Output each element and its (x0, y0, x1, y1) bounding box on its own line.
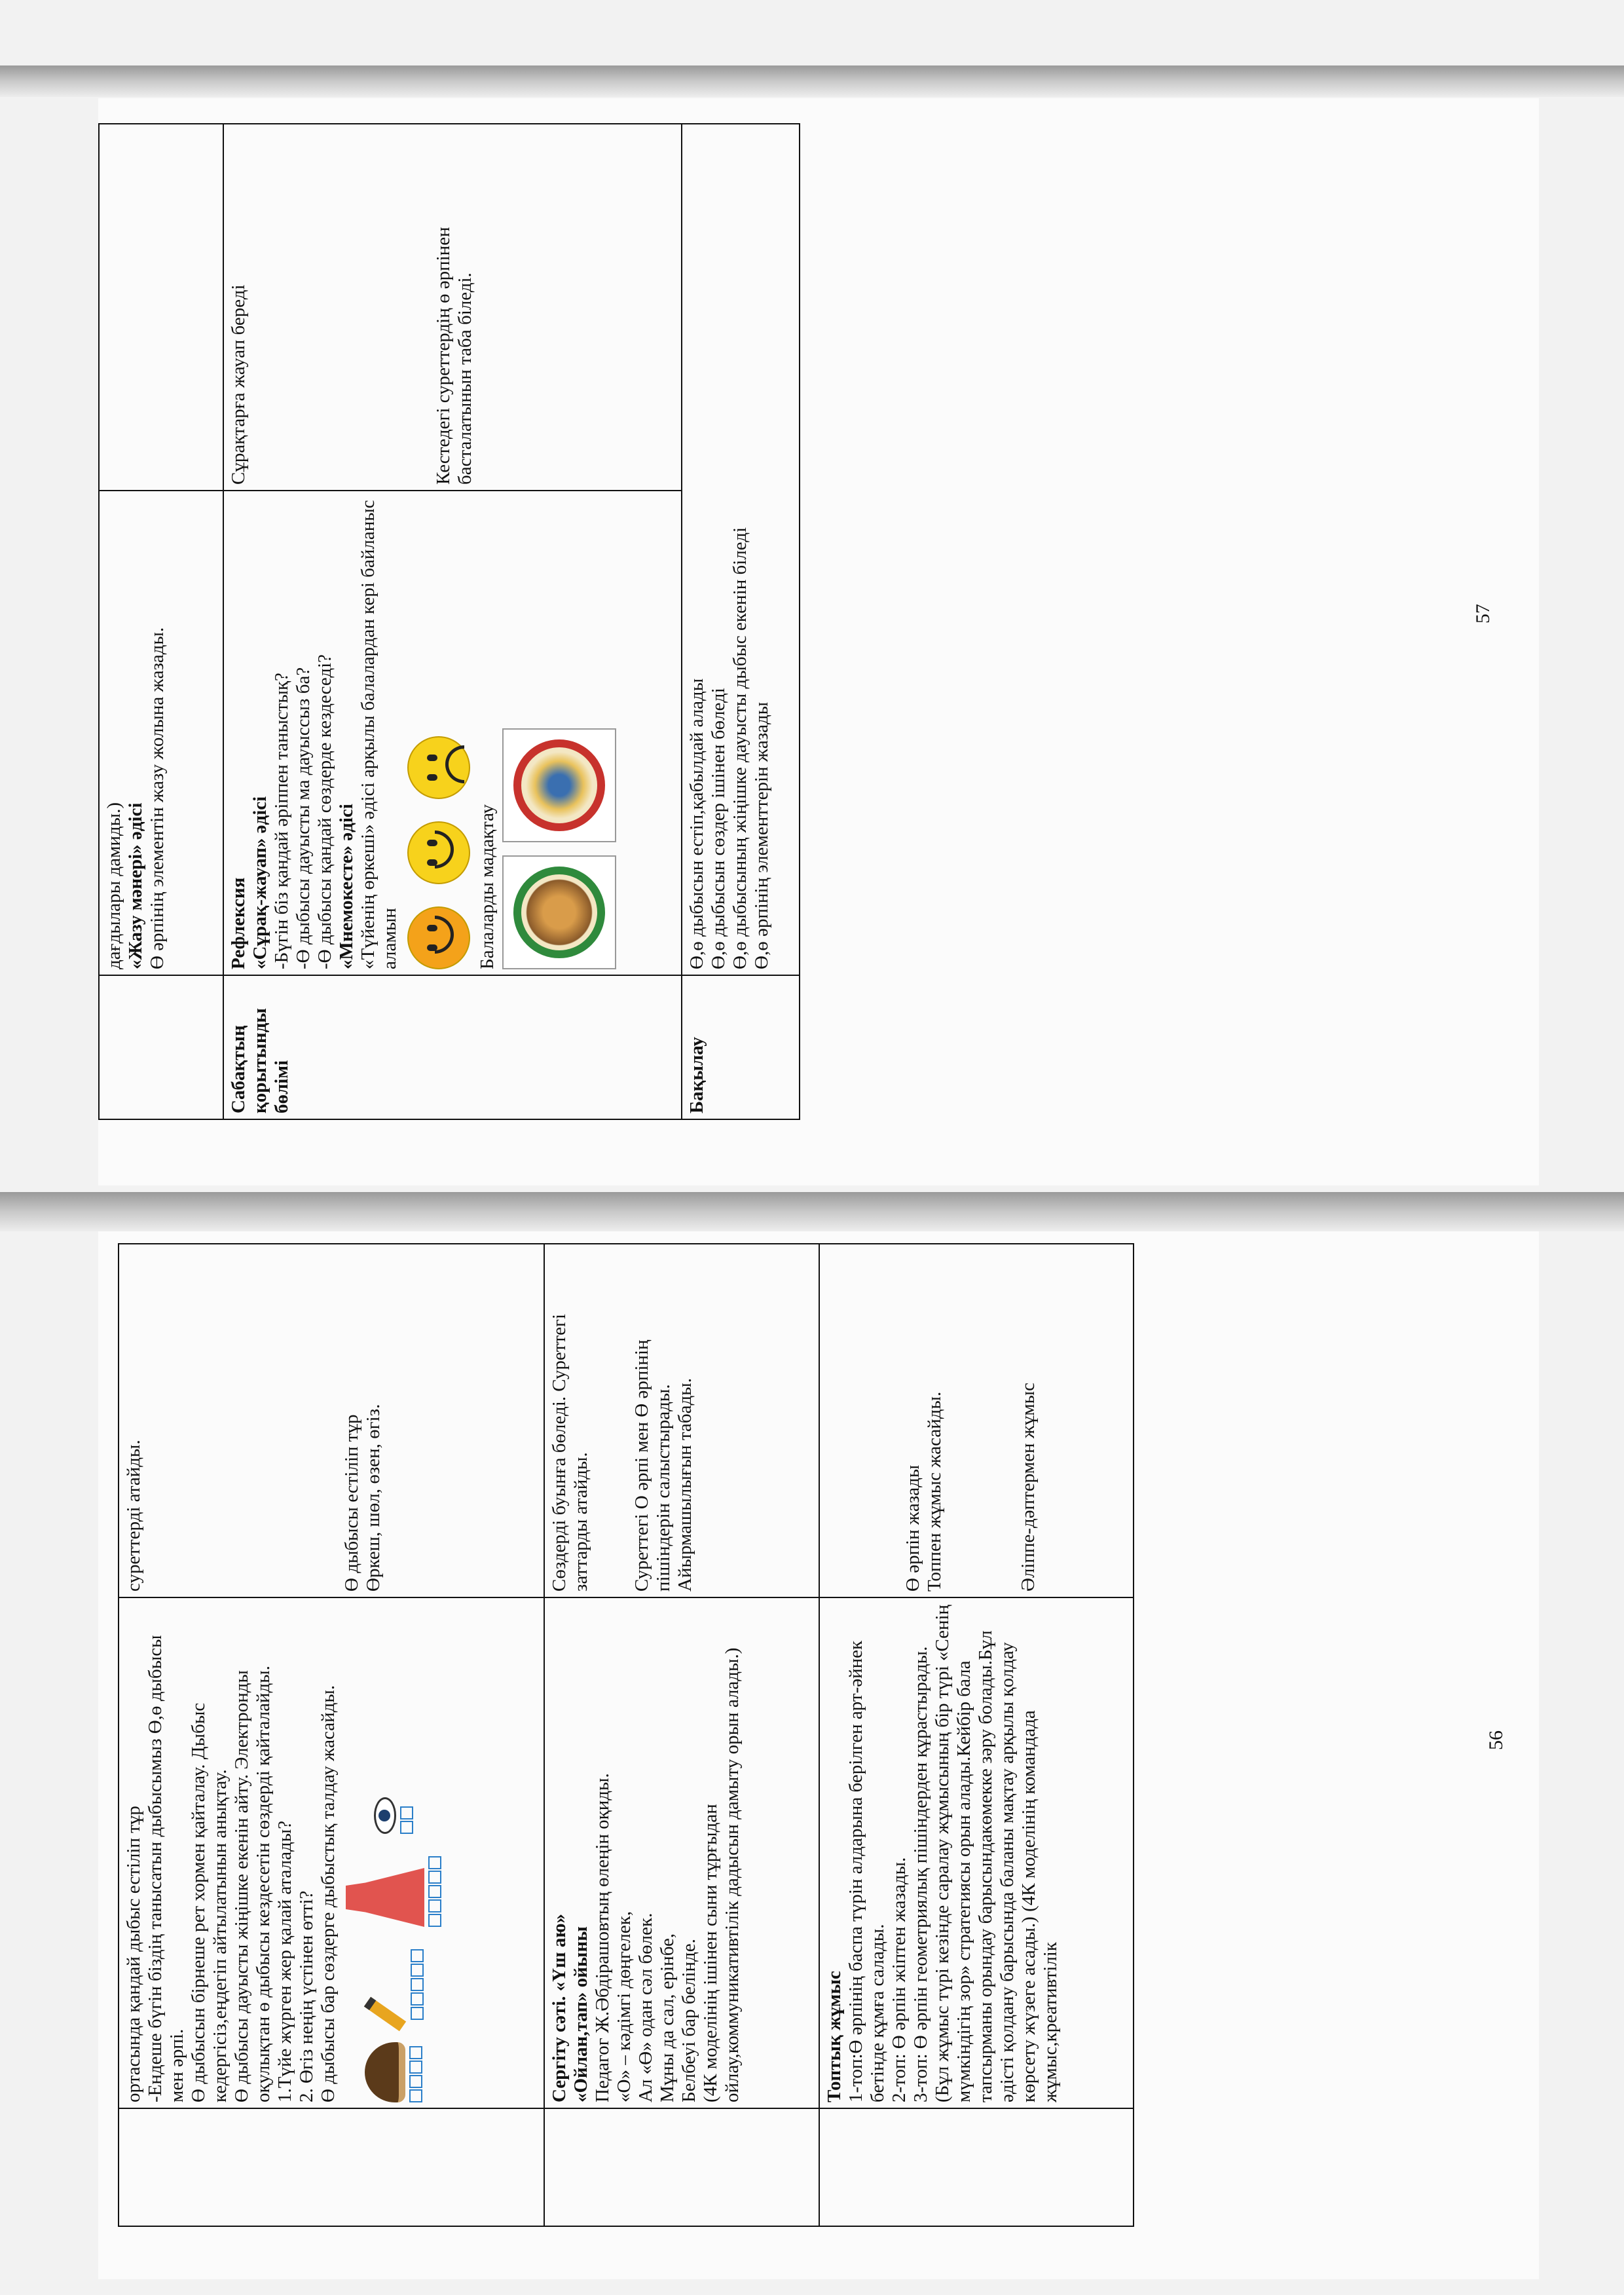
poem-line: Белбеуі бар белінде. (678, 1939, 699, 2102)
question-line: 2. Өгіз неңің үстінен өтті? (296, 1890, 317, 2102)
text-line: ортасында қандай дыбыс естіліп тұр (123, 1806, 144, 2102)
pencil-picture (363, 1949, 424, 2020)
text-line: Сөздерді буынға бөледі. Суреттегі заттарды атайды. (549, 1314, 591, 1592)
cell-stage (119, 2108, 544, 2226)
cell-student-activity (223, 124, 682, 491)
section-title: Топтық жұмыс (824, 1971, 845, 2102)
text-line: (Бұл жұмыс түрі кезінде саралау жұмысының бір түрі «Сенің мүмкіндігің зор» стратегиясы орын алады.Кейбір бала тапсырманы орындау барысындакөмекке зәру болады.Бұл әдісті қолдану барысында баланы мақтау арқылы қолдау көрсету жүзеге асады.) (4К моделінің командада жұмыс,креативтілік (932, 1604, 1061, 2102)
lesson-table-56 (118, 1243, 1134, 2227)
table-row (119, 1244, 544, 2226)
text-line: 3-топ: Ө әрпін геометриялық пішіндерден құрастырады. (910, 1646, 931, 2102)
picture-card-icon (502, 728, 616, 842)
method-title: «Сұрақ-жауап» әдісі (249, 796, 270, 969)
page-56 (98, 1231, 1539, 2279)
text-line: Ө дыбысын бірнеше рет хормен қайталау. Дыбыс кедергісіз,еңдегіп айтылатынын анықтау. (188, 1702, 231, 2102)
text-line: Ө,ө дыбысын сөздер ішінен бөледі (708, 688, 729, 969)
text-line: Ө әрпін жазады (902, 1465, 923, 1592)
text-line: Ө дыбысы дауысты жіңішке екенін айту. Электронды оқулықтан ө дыбысы кездесетін сөздерді қайталайды. (231, 1666, 274, 2102)
table-row (682, 124, 800, 1119)
cell-teacher-activity (99, 491, 223, 975)
text-line: 1-топ:Ө әрпінің баспа түрін алдарына берілген арт-әйнек бетінде құмға салады. (845, 1640, 888, 2102)
cell-teacher-activity (223, 491, 682, 975)
cell-student-activity (119, 1244, 544, 1597)
dress-picture (346, 1856, 441, 1927)
question-line: -Ө дыбысы қандай сөздерде кездеседі? (314, 654, 335, 969)
page-57 (98, 98, 1539, 1185)
text-line: Суреттегі О әрпі мен Ө әрпінің пішіндерін салыстырады. Айырмашылығын табады. (631, 1339, 695, 1592)
text-line: Ө дыбысы естіліп тұр (341, 1414, 362, 1592)
question-line: -Бүгін біз қандай әріппен таныстық? (271, 673, 292, 969)
table-row (99, 124, 223, 1119)
cell-stage (99, 975, 223, 1119)
text-line: Балаларды мадақтау (477, 804, 498, 969)
table-row (819, 1244, 1134, 2226)
text-line: Педагог Ж.Әбдірашовтың өлеңін оқиды. (592, 1773, 613, 2102)
middle-fold-line (0, 1192, 1624, 1231)
text-line: Ө,ө дыбысын естіп,қабылдай алады (686, 678, 707, 969)
mnemo-pictures (502, 496, 616, 969)
text-line: «Түйенің өркеші» әдісі арқылы балалардан кері байланыс аламын (358, 500, 400, 969)
cell-stage (819, 2108, 1134, 2226)
feedback-faces (407, 496, 470, 969)
method-title: «Жазу мәнері» әдісі (125, 802, 146, 969)
text-line: Ө,ө әрпінің элементтерін жазады (751, 701, 772, 969)
question-line: 1.Түйе жүрген жер қалай аталады? (274, 1820, 295, 2102)
cell-stage (544, 2108, 819, 2226)
cell-assessment (682, 124, 800, 975)
sad-face-icon (407, 736, 470, 799)
happy-face-icon (407, 821, 470, 884)
word-pictures (346, 1603, 441, 2102)
text-line: Ө әрпінің элементін жазу жолына жазады. (147, 627, 168, 969)
hat-picture (365, 2042, 422, 2102)
poem-line: Мұны да сал, ерінбе, (657, 1933, 678, 2102)
cell-student-activity (544, 1244, 819, 1597)
text-line: Ө дыбысы бар сөздерге дыбыстық талдау жасайды. (318, 1685, 339, 2102)
text-line: дағдылары дамиды.) (103, 802, 124, 969)
poem-line: Ал «Ө» одан сәл бөлек. (635, 1912, 656, 2102)
text-line: -Ендеше бүгін біздің танысатын дыбысымыз Ө,ө дыбысы мен әрпі. (145, 1635, 187, 2102)
top-fold-line (0, 65, 1624, 97)
cell-stage: Сабақтың қорытынды бөлімі (223, 975, 682, 1119)
text-line: Ө,ө дыбысының жіңішке дауысты дыбыс екенін біледі (729, 527, 750, 969)
eye-picture (374, 1797, 413, 1834)
game-title: «Ойлан,тап» ойыны (570, 1926, 591, 2102)
text-line: 2-топ: Ө әрпін жіптен жазады. (889, 1857, 910, 2102)
text-line: Кестедегі суреттердің ө әрпінен басталатынын таба біледі. (433, 227, 475, 485)
lesson-table-57 (98, 123, 800, 1120)
page-number: 56 (1485, 1730, 1507, 1750)
orange-smile-icon (407, 906, 470, 969)
text-line: Әліппе-дәптермен жұмыс (1018, 1382, 1039, 1592)
picture-card-icon (502, 855, 616, 969)
cell-teacher-activity (119, 1597, 544, 2108)
poem-line: «О» – кәдімгі дөңгелек, (614, 1911, 635, 2102)
text-line: Топпен жұмыс жасайды. (924, 1391, 945, 1592)
cell-teacher-activity (544, 1597, 819, 2108)
table-row (223, 124, 682, 1119)
cell-student-activity (99, 124, 223, 491)
section-title: Рефлексия (228, 877, 249, 969)
section-title: Сергіту сәті. «Үш аю» (549, 1913, 570, 2102)
cell-teacher-activity (819, 1597, 1134, 2108)
text-line: (4К моделінің ішінен сыни тұрғыдан ойлау,коммуникативтілік дадысын дамыту орын алады.) (700, 1647, 743, 2102)
text-line: Өркеш, шөл, өзен, өгіз. (363, 1404, 384, 1592)
text-line: суреттерді атайды. (123, 1440, 144, 1592)
cell-student-activity (819, 1244, 1134, 1597)
page-number: 57 (1472, 604, 1494, 624)
table-row (544, 1244, 819, 2226)
cell-stage: Бақылау (682, 975, 800, 1119)
text-line: Сұрақтарға жауап береді (228, 284, 249, 485)
question-line: -Ө дыбысы дауысты ма дауыссыз ба? (293, 667, 314, 969)
method-title: «Мнемокесте» әдісі (336, 804, 357, 969)
